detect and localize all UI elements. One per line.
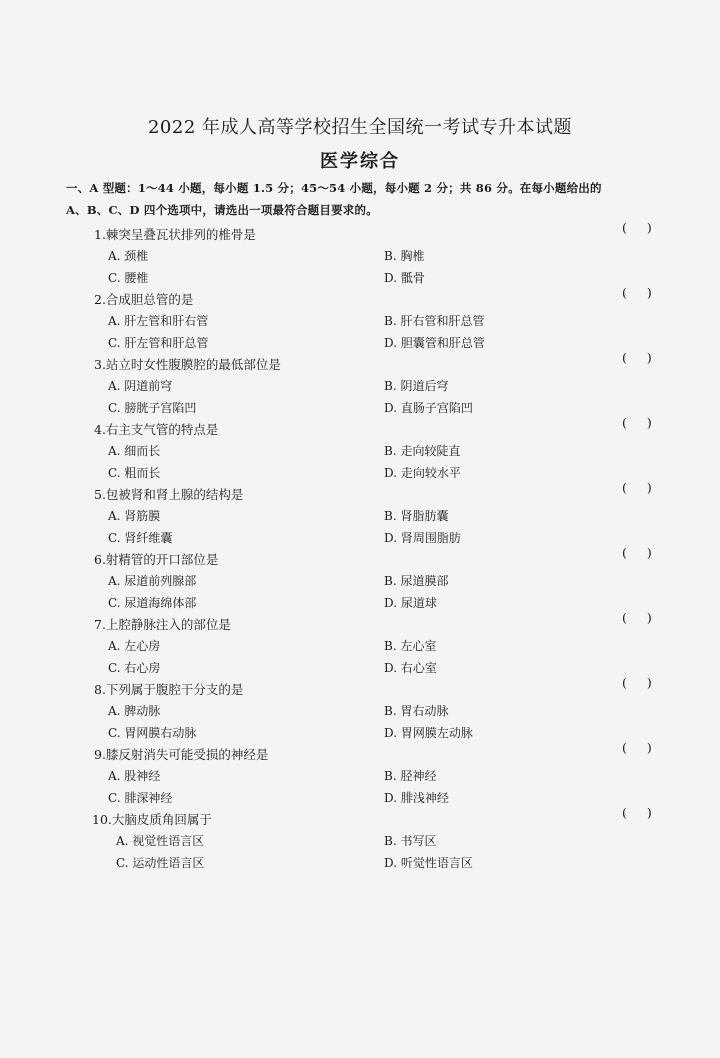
option-b: B. 阴道后穹 (384, 379, 449, 393)
option-d: D. 走向较水平 (384, 466, 461, 480)
option-b: B. 书写区 (384, 834, 437, 848)
question-stem: 5.包被肾和肾上腺的结构是 (94, 487, 244, 502)
option-c: C. 尿道海绵体部 (108, 596, 197, 610)
option-d: D. 肾周围脂肪 (384, 531, 461, 545)
question-10 (0, 805, 720, 876)
option-b: B. 左心室 (384, 639, 437, 653)
question-1 (0, 220, 720, 291)
question-9 (0, 740, 720, 811)
question-stem: 8.下列属于腹腔干分支的是 (94, 682, 244, 697)
option-d: D. 骶骨 (384, 271, 425, 285)
option-a: A. 尿道前列腺部 (108, 574, 197, 588)
option-a: A. 股神经 (108, 769, 161, 783)
section-instruction-line1: 一、A 型题：1～44 小题，每小题 1.5 分；45～54 小题，每小题 2 分；共 86 分。在每小题给出的 (66, 181, 602, 195)
answer-blank: ( ) (622, 350, 660, 365)
question-stem: 6.射精管的开口部位是 (94, 552, 219, 567)
answer-blank: ( ) (622, 545, 660, 560)
subject-title: 医学综合 (320, 151, 400, 172)
option-c: C. 腓深神经 (108, 791, 173, 805)
option-d: D. 尿道球 (384, 596, 437, 610)
option-b: B. 肝右管和肝总管 (384, 314, 485, 328)
answer-blank: ( ) (622, 285, 660, 300)
option-c: C. 右心房 (108, 661, 161, 675)
option-c: C. 腰椎 (108, 271, 149, 285)
question-stem: 1.棘突呈叠瓦状排列的椎骨是 (94, 227, 256, 242)
option-d: D. 右心室 (384, 661, 437, 675)
question-stem: 10.大脑皮质角回属于 (92, 812, 212, 827)
question-stem: 7.上腔静脉注入的部位是 (94, 617, 231, 632)
answer-blank: ( ) (622, 480, 660, 495)
question-stem: 3.站立时女性腹膜腔的最低部位是 (94, 357, 281, 372)
option-a: A. 肝左管和肝右管 (108, 314, 209, 328)
option-a: A. 肾筋膜 (108, 509, 161, 523)
option-a: A. 左心房 (108, 639, 161, 653)
question-5 (0, 480, 720, 551)
question-stem: 9.膝反射消失可能受损的神经是 (94, 747, 269, 762)
option-b: B. 胃右动脉 (384, 704, 449, 718)
option-b: B. 走向较陡直 (384, 444, 461, 458)
option-d: D. 胆囊管和肝总管 (384, 336, 485, 350)
option-d: D. 腓浅神经 (384, 791, 449, 805)
option-b: B. 肾脂肪囊 (384, 509, 449, 523)
question-7 (0, 610, 720, 681)
section-instruction-line2: A、B、C、D 四个选项中，请选出一项最符合题目要求的。 (66, 203, 378, 217)
option-b: B. 胸椎 (384, 249, 425, 263)
question-4 (0, 415, 720, 486)
option-c: C. 膀胱子宫陷凹 (108, 401, 197, 415)
answer-blank: ( ) (622, 610, 660, 625)
option-d: D. 听觉性语言区 (384, 856, 473, 870)
option-a: A. 颈椎 (108, 249, 149, 263)
option-d: D. 胃网膜左动脉 (384, 726, 473, 740)
option-c: C. 胃网膜右动脉 (108, 726, 197, 740)
option-a: A. 细而长 (108, 444, 161, 458)
question-stem: 2.合成胆总管的是 (94, 292, 194, 307)
answer-blank: ( ) (622, 415, 660, 430)
question-3 (0, 350, 720, 421)
answer-blank: ( ) (622, 220, 660, 235)
answer-blank: ( ) (622, 805, 660, 820)
answer-blank: ( ) (622, 675, 660, 690)
question-stem: 4.右主支气管的特点是 (94, 422, 219, 437)
option-d: D. 直肠子宫陷凹 (384, 401, 473, 415)
option-a: A. 脾动脉 (108, 704, 161, 718)
option-a: A. 阴道前穹 (108, 379, 173, 393)
option-b: B. 尿道膜部 (384, 574, 449, 588)
question-2 (0, 285, 720, 356)
answer-blank: ( ) (622, 740, 660, 755)
option-c: C. 粗而长 (108, 466, 161, 480)
option-c: C. 肝左管和肝总管 (108, 336, 209, 350)
option-c: C. 运动性语言区 (116, 856, 205, 870)
exam-title: 2022 年成人高等学校招生全国统一考试专升本试题 (147, 117, 573, 138)
option-a: A. 视觉性语言区 (116, 834, 205, 848)
question-6 (0, 545, 720, 616)
question-8 (0, 675, 720, 746)
option-b: B. 胫神经 (384, 769, 437, 783)
option-c: C. 肾纤维囊 (108, 531, 173, 545)
